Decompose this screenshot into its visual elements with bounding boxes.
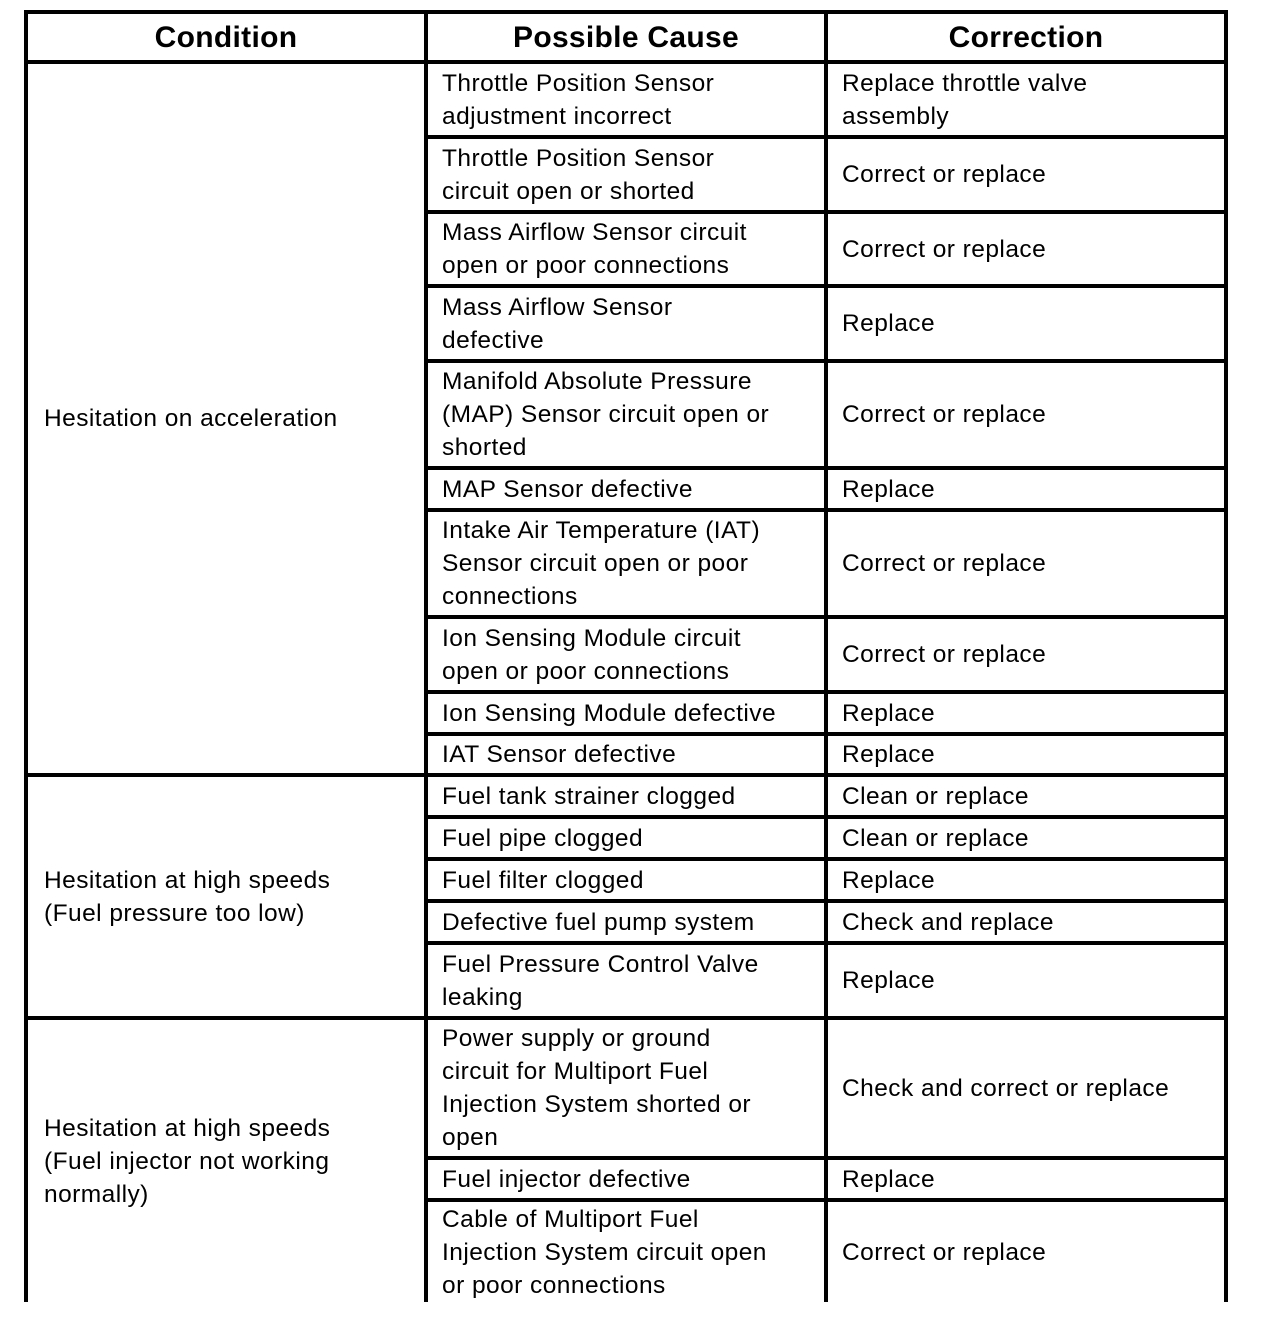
condition-cell: Hesitation at high speeds (Fuel pressure too low)	[44, 866, 331, 927]
correction-cell: Correct or replace	[842, 235, 1047, 263]
possible-cause-cell: Fuel filter clogged	[442, 866, 644, 894]
correction-cell: Replace	[842, 1165, 936, 1193]
correction-cell: Replace throttle valve assembly	[842, 69, 1088, 130]
correction-cell: Replace	[842, 475, 936, 503]
correction-cell: Replace	[842, 866, 936, 894]
possible-cause-cell: Throttle Position Sensor circuit open or shorted	[442, 144, 715, 205]
correction-cell: Clean or replace	[842, 782, 1029, 810]
possible-cause-cell: Ion Sensing Module circuit open or poor connections	[442, 624, 742, 685]
possible-cause-cell: Cable of Multiport Fuel Injection System circuit open or poor connections	[442, 1205, 767, 1299]
header-condition: Condition	[154, 20, 298, 54]
possible-cause-cell: Fuel pipe clogged	[442, 824, 644, 852]
correction-cell: Replace	[842, 310, 936, 337]
possible-cause-cell: Throttle Position Sensor adjustment incorrect	[442, 69, 715, 130]
possible-cause-cell: Defective fuel pump system	[442, 908, 755, 936]
header-possible-cause: Possible Cause	[513, 20, 739, 54]
correction-cell: Clean or replace	[842, 824, 1029, 852]
possible-cause-cell: Fuel tank strainer clogged	[442, 782, 736, 810]
table-border-right	[1224, 10, 1228, 1302]
correction-cell: Correct or replace	[842, 641, 1047, 668]
correction-cell: Correct or replace	[842, 1238, 1047, 1266]
possible-cause-cell: Power supply or ground circuit for Multiport Fuel Injection System shorted or open	[442, 1025, 752, 1151]
possible-cause-cell: MAP Sensor defective	[442, 475, 693, 503]
possible-cause-cell: Mass Airflow Sensor defective	[442, 293, 673, 354]
correction-cell: Correct or replace	[842, 550, 1047, 577]
correction-cell: Replace	[842, 967, 936, 994]
possible-cause-cell: Fuel injector defective	[442, 1165, 691, 1193]
condition-cell: Hesitation on acceleration	[44, 405, 338, 432]
possible-cause-cell: Mass Airflow Sensor circuit open or poor connections	[442, 219, 747, 279]
correction-cell: Correct or replace	[842, 401, 1047, 428]
correction-cell: Replace	[842, 699, 936, 727]
possible-cause-cell: Intake Air Temperature (IAT) Sensor circuit open or poor connections	[442, 517, 761, 610]
possible-cause-cell: Ion Sensing Module defective	[442, 699, 777, 727]
correction-cell: Check and replace	[842, 908, 1054, 936]
correction-cell: Replace	[842, 741, 936, 768]
possible-cause-cell: Fuel Pressure Control Valve leaking	[442, 950, 759, 1011]
troubleshooting-table	[24, 10, 1228, 1302]
possible-cause-cell: IAT Sensor defective	[442, 741, 677, 768]
condition-cell: Hesitation at high speeds (Fuel injector not working normally)	[44, 1114, 331, 1208]
possible-cause-cell: Manifold Absolute Pressure (MAP) Sensor circuit open or shorted	[442, 368, 770, 461]
correction-cell: Check and correct or replace	[842, 1074, 1170, 1102]
correction-cell: Correct or replace	[842, 161, 1047, 188]
header-correction: Correction	[948, 20, 1104, 54]
